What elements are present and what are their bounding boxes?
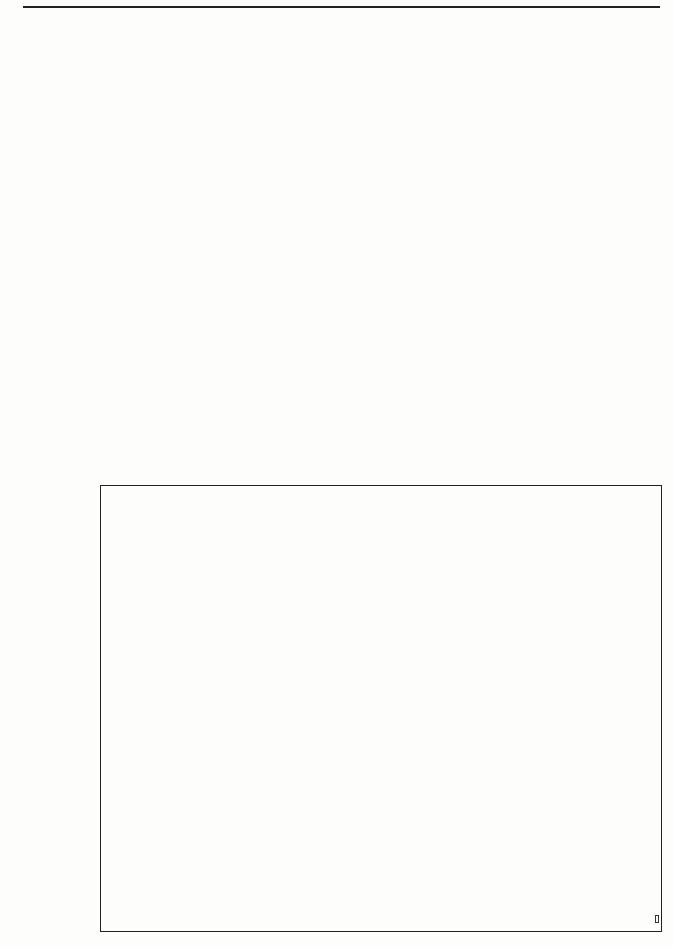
header-rule (20, 6, 660, 8)
instruction-notes (14, 40, 666, 480)
header-left-mark (20, 0, 23, 10)
construction-design-form (14, 485, 666, 950)
form-table (100, 485, 662, 932)
reference-number-label (655, 915, 659, 923)
